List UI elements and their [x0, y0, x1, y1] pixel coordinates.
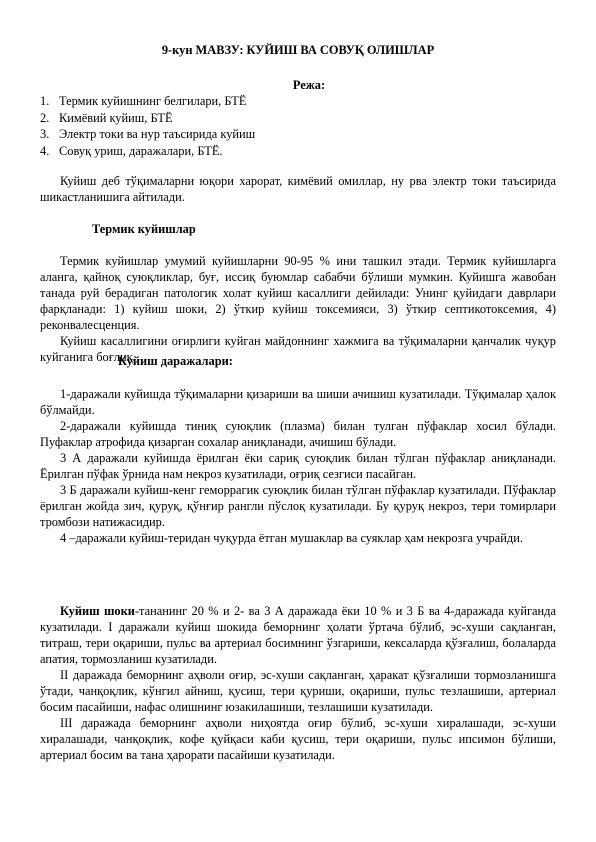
- degree-2-paragraph: 2-даражали куйишда тиниқ суюқлик (плазма) билан тулган пўфаклар хосил бўлади. Пуфаклар атрофида қизарган сохалар аниқланади, ачишиш бўлади.: [40, 419, 556, 449]
- plan-item: [40, 93, 560, 110]
- plan-item-text: Совуқ уриш, даражалари, БТЁ.: [59, 143, 223, 158]
- degree-3b-paragraph: 3 Б даражали куйиш-кенг геморрагик суюқлик билан тўлган пўфаклар кузатилади. Пўфаклар ёрилган жойда зич, қуруқ, қўнғир рангли пўслоқ кузатилади. Бу қуруқ некроз, тери томирлари тромбози натижасидир.: [40, 483, 556, 529]
- plan-item: [40, 126, 560, 143]
- plan-list: [40, 93, 560, 159]
- shock-lead-bold: Куйиш шоки: [60, 604, 135, 618]
- plan-item-number: 1.: [40, 94, 50, 108]
- section-heading-degrees: Куйиш даражалари:: [118, 354, 233, 368]
- thermal-block: [40, 253, 556, 365]
- shock-paragraph-1: [40, 603, 556, 667]
- degree-4-paragraph: 4 –даражали куйиш-теридан чуқурда ётган мушаклар ва суяклар ҳам некрозга учрайди.: [60, 531, 523, 545]
- intro-paragraph: Куйиш деб тўқималарни юқори харорат, кимёвий омиллар, ну рва электр токи таъсирида шикастланишига айтилади.: [40, 174, 556, 204]
- degrees-block: [40, 386, 556, 546]
- section-heading-thermal: Термик куйишлар: [92, 222, 196, 236]
- plan-item: [40, 110, 560, 127]
- intro-block: [40, 173, 556, 205]
- plan-heading: Режа:: [292, 78, 326, 92]
- plan-item-text: Электр токи ва нур таъсирида куйиш: [59, 127, 256, 141]
- thermal-paragraph-1: Термик куйишлар умумий куйишларни 90-95 % ини ташкил этади. Термик куйишларга аланга, қайноқ суюқликлар, буғ, иссиқ буюмлар сабабчи бўлиши мумкин. Куйишга жавобан танада руй берадиган патологик холат куйиш касаллиги дейилади: Унинг қуйидаги даврлари фарқланади: 1) куйиш шоки, 2) ўткир куйиш токсемияси, 3) ўткир септикотоксемия, 4) реконвалесценция.: [40, 254, 556, 332]
- degree-3a-paragraph: 3 А даражали куйишда ёрилган ёки сариқ суюқлик билан тўлган пўфаклар аниқланади. Ёрилган пўфак ўрнида нам некроз кузатилади, оғриқ сезгиси пасайган.: [40, 451, 556, 481]
- degree-1-paragraph: 1-даражали куйишда тўқималарни қизариши ва шиши ачишиш кузатилади. Тўқималар ҳалок бўлмайди.: [40, 387, 556, 417]
- plan-item-text: Кимёвий куйиш, БТЁ: [59, 110, 173, 125]
- shock-block: [40, 603, 556, 763]
- shock-lead-text: -тананинг 20 % и 2- ва 3 А даражада ёки 10 % и 3 Б ва 4-даражада куйганда кузатилади. I даражали куйиш шокида беморнинг ҳолати ўртача бўлиб, эс-хуши сақланган, титраш, тери оқариши, пульс ва артериал босимнинг ўзгариши, кексаларда қўзғалиш, болаларда апатия, тормозланиш кузатилади.: [40, 604, 556, 666]
- shock-paragraph-2: II даражада беморнинг аҳволи оғир, эс-хуши сақланган, ҳаракат қўзғалиши тормозланишга ўтади, чанқоқлик, кўнгил айниш, қусиш, тери қуриши, оқариши, пульс тезлашиши, артериал босим пасайиши, нафас олишнинг юзакилашиши, тезлашиши кузатилади.: [40, 668, 556, 714]
- plan-item-number: 3.: [40, 127, 50, 141]
- plan-item-text: Термик куйишнинг белгилари, БТЁ: [59, 94, 247, 108]
- shock-paragraph-3: III даражада беморнинг аҳволи ниҳоятда оғир бўлиб, эс-хуши хиралашади, эс-хуши хиралашади, чанқоқлик, кофе қуйқаси каби қусиш, тери оқариши, пульс ипсимон бўлиши, артериал босим ва тана ҳарорати пасайиши кузатилади.: [40, 716, 556, 762]
- page-title: 9-кун МАВЗУ: КУЙИШ ВА СОВУҚ ОЛИШЛАР: [161, 43, 435, 57]
- plan-item: [40, 143, 560, 160]
- plan-item-number: 4.: [40, 143, 50, 158]
- thermal-paragraph-2: Куйиш касаллигини оғирлиги куйган майдоннинг хажмига ва тўқималарни қанчалик чуқур куйганига боғлиқ.: [40, 334, 556, 364]
- plan-item-number: 2.: [40, 110, 50, 125]
